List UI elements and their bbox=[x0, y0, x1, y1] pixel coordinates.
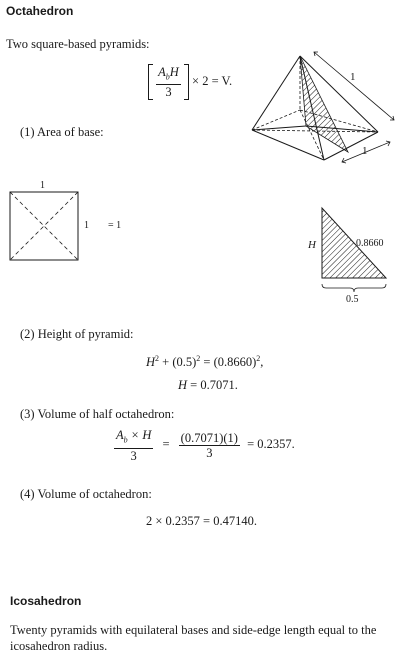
formula-ab-sub: b bbox=[165, 72, 170, 82]
square-top-label: 1 bbox=[40, 180, 45, 191]
eq2a-exp3: 2 bbox=[256, 354, 261, 363]
right-bracket bbox=[184, 64, 189, 100]
triangle-h-label: H bbox=[308, 239, 316, 251]
eq2a-end: , bbox=[260, 355, 264, 370]
eq2b-h: H bbox=[178, 378, 188, 392]
eq2a-exp2: 2 bbox=[196, 354, 201, 363]
icosahedron-text: Twenty pyramids with equilateral bases and side-edge length equal to the icosahedron radius. bbox=[10, 623, 377, 654]
left-bracket bbox=[148, 64, 153, 100]
formula-fraction bbox=[156, 65, 181, 100]
eq2a-h: H bbox=[146, 355, 156, 370]
intro-text: Two square-based pyramids: bbox=[6, 37, 150, 51]
eq3-result: = 0.2357. bbox=[247, 437, 295, 452]
volume-formula bbox=[148, 64, 232, 100]
eq3-right-fraction bbox=[179, 431, 240, 460]
height-equation-2 bbox=[178, 378, 238, 393]
square-side-label: 1 bbox=[84, 220, 89, 231]
half-volume-equation bbox=[114, 428, 295, 463]
eq3-right-den: 3 bbox=[206, 445, 213, 460]
triangle-hypotenuse-label: 0.8660 bbox=[356, 238, 384, 249]
octa-edge-label-top: 1 bbox=[350, 71, 356, 83]
formula-rest: × 2 = V. bbox=[192, 73, 233, 88]
eq2a-mid: + (0.5) bbox=[162, 355, 197, 370]
height-equation-1 bbox=[146, 354, 263, 370]
formula-denominator: 3 bbox=[165, 85, 172, 100]
formula-h: H bbox=[169, 64, 179, 79]
eq2a-rhs: = (0.8660) bbox=[203, 355, 257, 370]
section-title-octahedron: Octahedron bbox=[6, 4, 74, 18]
octa-edge-label-side: 1 bbox=[362, 145, 368, 157]
eq2b-rhs: = 0.7071. bbox=[190, 378, 238, 392]
triangle-diagram bbox=[300, 200, 400, 308]
eq3-lnum-rest: × H bbox=[130, 428, 152, 442]
octahedron-volume-equation: 2 × 0.2357 = 0.47140. bbox=[146, 514, 257, 528]
square-base-diagram bbox=[0, 176, 140, 268]
eq2a-exp: 2 bbox=[155, 354, 160, 363]
square-area-value: = 1 bbox=[108, 220, 122, 231]
eq3-equals: = bbox=[162, 437, 170, 452]
step4-label: (4) Volume of octahedron: bbox=[20, 487, 152, 501]
step2-label: (2) Height of pyramid: bbox=[20, 327, 134, 341]
octahedron-diagram bbox=[244, 48, 420, 168]
step1-label: (1) Area of base: bbox=[20, 125, 104, 139]
eq3-ab-sub: b bbox=[123, 435, 128, 445]
eq3-left-fraction bbox=[114, 428, 153, 463]
step3-label: (3) Volume of half octahedron: bbox=[20, 407, 175, 421]
square-diagonals bbox=[10, 192, 78, 260]
formula-ab: A bbox=[158, 64, 166, 79]
eq3-ab: A bbox=[116, 428, 124, 442]
hatched-triangle bbox=[300, 56, 348, 152]
eq3-left-den: 3 bbox=[130, 448, 137, 463]
triangle-base-label: 0.5 bbox=[346, 294, 359, 305]
base-brace bbox=[322, 284, 386, 292]
section-title-icosahedron: Icosahedron bbox=[10, 594, 82, 608]
eq3-right-num: (0.7071)(1) bbox=[180, 430, 238, 445]
